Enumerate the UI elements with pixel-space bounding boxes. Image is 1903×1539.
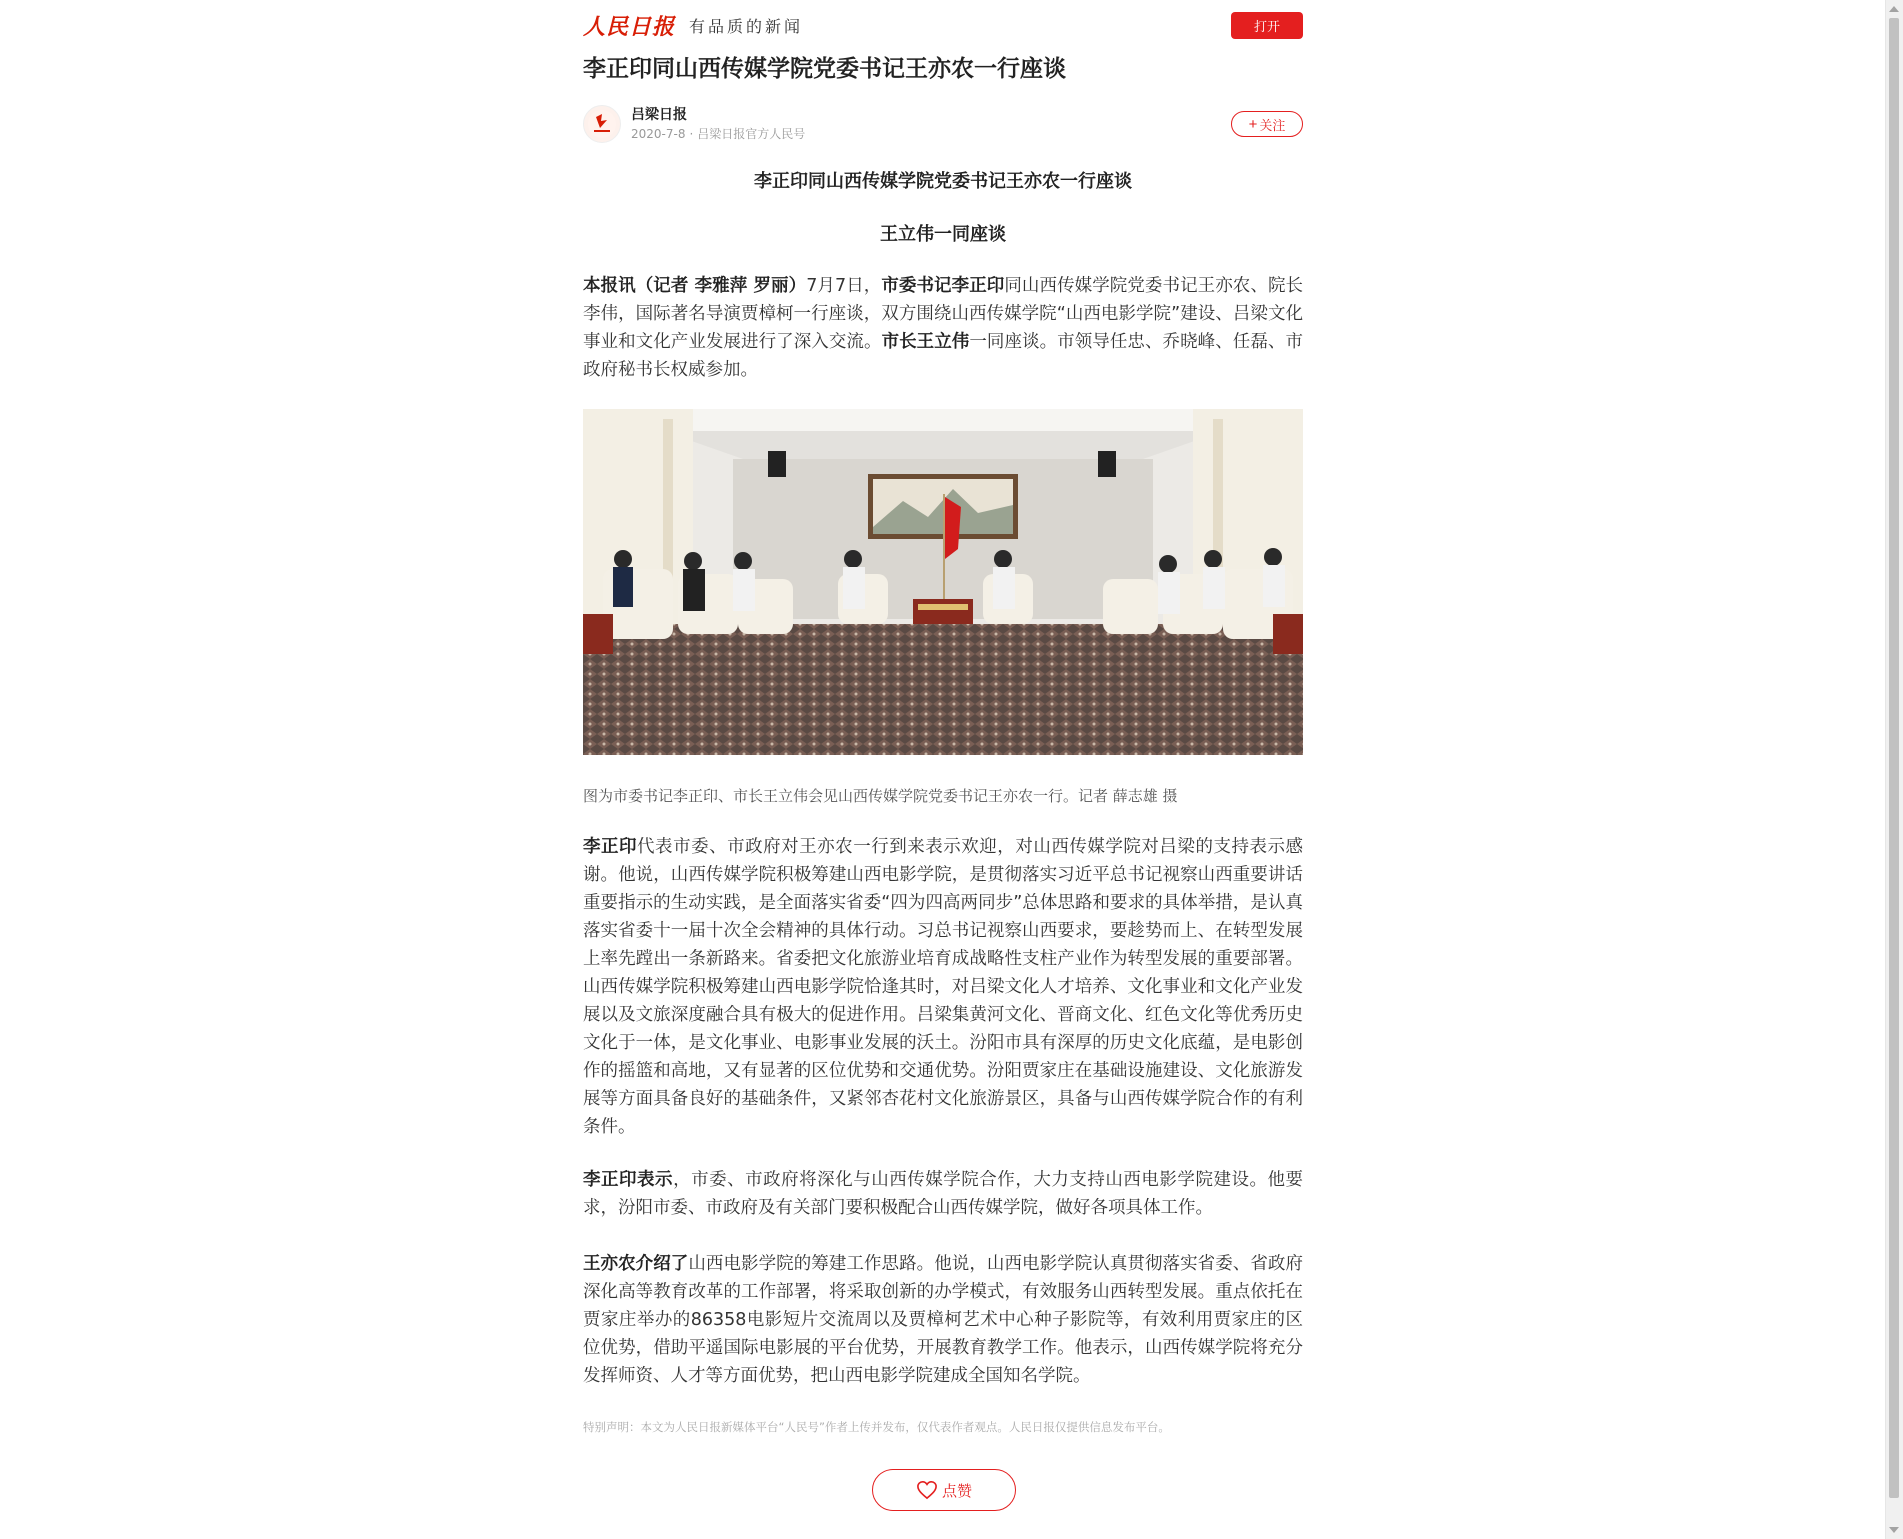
like-button[interactable] [872,1469,1016,1511]
author-source: 吕梁日报官方人民号 [697,126,806,141]
author-meta [631,106,805,143]
article-subheading: 李正印同山西传媒学院党委书记王亦农一行座谈 [754,171,1132,192]
author-info [583,105,805,143]
disclaimer: 特别声明：本文为人民日报新媒体平台“人民号”作者上传并发布，仅代表作者观点。人民日报仅提供信息发布平台。 [583,1420,1170,1434]
meeting-room-photo [583,409,1303,755]
open-app-button[interactable]: 打开 [1231,12,1303,39]
article-subheading-secondary: 王立伟一同座谈 [880,224,1006,245]
author-name[interactable]: 吕梁日报 [631,106,687,123]
like-area [872,1469,1016,1511]
article-photo [583,409,1303,755]
brand-slogan: 有品质的新闻 [689,16,804,36]
plus-icon: + [1248,115,1258,133]
author-row [583,104,1303,144]
author-avatar-icon [587,109,617,139]
avatar[interactable] [583,105,621,143]
follow-button[interactable] [1231,111,1303,137]
text-run: 7月7日， [806,276,882,296]
bold-run: 市长王立伟 [881,332,970,352]
article-paragraph-3 [583,1166,1303,1222]
publish-date: 2020-7-8 [631,126,686,141]
bold-run: 李正印表示 [583,1170,674,1190]
article-paragraph-1 [583,272,1303,384]
article-paragraph-2 [583,833,1303,1141]
heart-icon [916,1480,938,1500]
vertical-scrollbar[interactable] [1885,0,1903,1539]
top-bar [583,10,1303,40]
text-run: 山西电影学院的筹建工作思路。他说，山西电影学院认真贯彻落实省委、省政府深化高等教育改革的工作部署，将采取创新的办学模式，有效服务山西转型发展。重点依托在贾家庄举办的86358电影短片交流周以及贾樟柯艺术中心种子影院等，有效利用贾家庄的区位优势，借助平遥国际电影展的平台优势，开展教育教学工作。他表示，山西传媒学院将充分发挥师资、人才等方面优势，把山西电影学院建成全国知名学院。 [583,1254,1303,1386]
bold-run: 市委书记李正印 [881,276,1005,296]
text-run: ，市委、市政府将深化与山西传媒学院合作，大力支持山西电影学院建设。他要求，汾阳市委、市政府及有关部门要积极配合山西传媒学院，做好各项具体工作。 [583,1170,1304,1218]
scroll-down-arrow-icon[interactable] [1889,1527,1899,1533]
text-run: 代表市委、市政府对王亦农一行到来表示欢迎，对山西传媒学院对吕梁的支持表示感谢。他说，山西传媒学院积极筹建山西电影学院，是贯彻落实习近平总书记视察山西重要讲话重要指示的生动实践，是全面落实省委“四为四高两同步”总体思路和要求的具体举措，是认真落实省委十一届十次全会精神的具体行动。习总书记视察山西要求，要趁势而上、在转型发展上率先蹚出一条新路来。省委把文化旅游业培育成战略性支柱产业作为转型发展的重要部署。山西传媒学院积极筹建山西电影学院恰逢其时，对吕梁文化人才培养、文化事业和文化产业发展以及文旅深度融合具有极大的促进作用。吕梁集黄河文化、晋商文化、红色文化等优秀历史文化于一体，是文化事业、电影事业发展的沃土。汾阳市具有深厚的历史文化底蕴，是电影创作的摇篮和高地，又有显著的区位优势和交通优势。汾阳贾家庄在基础设施建设、文化旅游发展等方面具备良好的基础条件，又紧邻杏花村文化旅游景区，具备与山西传媒学院合作的有利条件。 [583,837,1304,1137]
brand [583,10,803,41]
article-title: 李正印同山西传媒学院党委书记王亦农一行座谈 [583,56,1066,82]
bold-run: 李正印 [583,837,638,857]
text-run: 一同座谈。市领导任忠、乔晓峰、任磊、市政府秘书长权威参加。 [583,332,1303,380]
bold-run: 本报讯（记者 李雅萍 罗丽） [583,276,807,296]
separator-dot: · [689,126,694,141]
follow-label: 关注 [1259,117,1286,133]
people-daily-logo[interactable]: 人民日报 [583,13,676,40]
photo-caption: 图为市委书记李正印、市长王立伟会见山西传媒学院党委书记王亦农一行。记者 薛志雄 摄 [583,787,1178,805]
scrollbar-thumb[interactable] [1889,18,1899,1498]
like-label: 点赞 [941,1482,972,1500]
article-paragraph-4 [583,1250,1303,1390]
text-run: 同山西传媒学院党委书记王亦农、院长李伟，国际著名导演贾樟柯一行座谈，双方围绕山西传媒学院“山西电影学院”建设、吕梁文化事业和文化产业发展进行了深入交流。 [583,276,1304,352]
scroll-up-arrow-icon[interactable] [1889,6,1899,12]
author-subline [631,125,805,143]
bold-run: 王亦农介绍了 [583,1254,689,1274]
